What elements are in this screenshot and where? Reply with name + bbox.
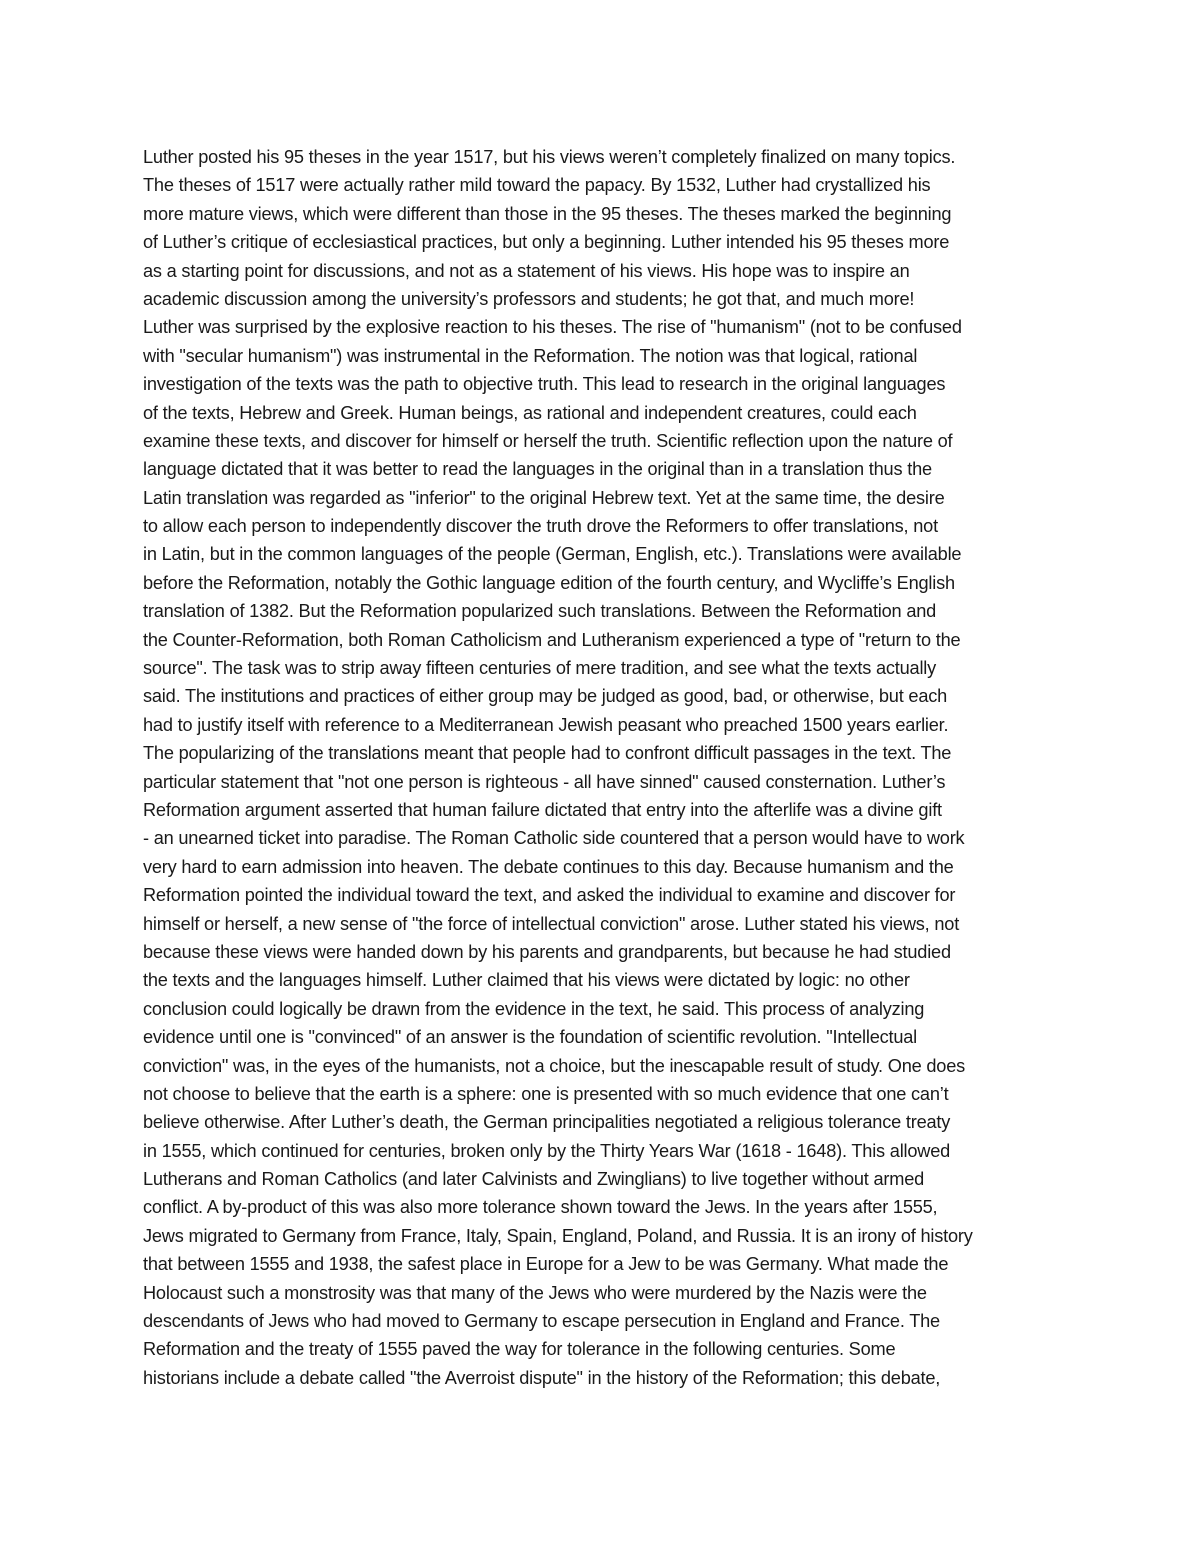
text-line: descendants of Jews who had moved to Germany to escape persecution in England and France. The <box>143 1311 940 1332</box>
text-line: with "secular humanism") was instrumental in the Reformation. The notion was that logical, rational <box>143 345 918 366</box>
text-line: Latin translation was regarded as "inferior" to the original Hebrew text. Yet at the same time, the desire <box>143 487 945 508</box>
text-line: particular statement that "not one person is righteous - all have sinned" caused consternation. Luther’s <box>143 771 946 792</box>
text-line: not choose to believe that the earth is a sphere: one is presented with so much evidence that one can’t <box>143 1083 949 1104</box>
text-line: The theses of 1517 were actually rather mild toward the papacy. By 1532, Luther had crystallized his <box>143 175 931 196</box>
text-line: the Counter-Reformation, both Roman Catholicism and Lutheranism experienced a type of "return to the <box>143 629 961 650</box>
text-line: himself or herself, a new sense of "the force of intellectual conviction" arose. Luther stated his views, not <box>143 913 960 934</box>
text-line: as a starting point for discussions, and not as a statement of his views. His hope was to inspire an <box>143 260 910 281</box>
text-line: before the Reformation, notably the Gothic language edition of the fourth century, and Wycliffe’s English <box>143 572 955 593</box>
text-line: historians include a debate called "the Averroist dispute" in the history of the Reformation; this debate, <box>143 1367 941 1388</box>
text-line: Reformation pointed the individual toward the text, and asked the individual to examine and discover for <box>143 885 956 906</box>
text-line: - an unearned ticket into paradise. The Roman Catholic side countered that a person would have to work <box>143 828 965 849</box>
text-line: translation of 1382. But the Reformation popularized such translations. Between the Reformation and <box>143 601 937 622</box>
text-line: examine these texts, and discover for himself or herself the truth. Scientific reflection upon the nature of <box>143 430 953 451</box>
text-line: Reformation argument asserted that human failure dictated that entry into the afterlife was a divine gift <box>143 799 942 820</box>
text-line: evidence until one is "convinced" of an answer is the foundation of scientific revolution. "Intellectual <box>143 1027 918 1048</box>
text-line: in Latin, but in the common languages of the people (German, English, etc.). Translations were available <box>143 544 962 565</box>
text-line: Luther posted his 95 theses in the year 1517, but his views weren’t completely finalized on many topics. <box>143 147 956 167</box>
text-line: Holocaust such a monstrosity was that many of the Jews who were murdered by the Nazis were the <box>143 1282 927 1303</box>
text-line: academic discussion among the university’s professors and students; he got that, and much more! <box>143 288 915 309</box>
text-line: the texts and the languages himself. Luther claimed that his views were dictated by logic: no other <box>143 970 910 991</box>
text-line: to allow each person to independently discover the truth drove the Reformers to offer translations, not <box>143 516 938 537</box>
text-line: of Luther’s critique of ecclesiastical practices, but only a beginning. Luther intended his 95 theses more <box>143 232 950 253</box>
text-line: conclusion could logically be drawn from the evidence in the text, he said. This process of analyzing <box>143 998 925 1019</box>
text-line: because these views were handed down by his parents and grandparents, but because he had studied <box>143 941 951 962</box>
text-line: conviction" was, in the eyes of the humanists, not a choice, but the inescapable result of study. One does <box>143 1055 966 1076</box>
text-line: investigation of the texts was the path to objective truth. This lead to research in the original languages <box>143 374 946 395</box>
text-line: source". The task was to strip away fifteen centuries of mere tradition, and see what the texts actually <box>143 658 937 679</box>
text-line: conflict. A by-product of this was also more tolerance shown toward the Jews. In the years after 1555, <box>143 1197 938 1218</box>
text-line: The popularizing of the translations meant that people had to confront difficult passages in the text. The <box>143 743 952 764</box>
text-line: Lutherans and Roman Catholics (and later Calvinists and Zwinglians) to live together without armed <box>143 1169 925 1190</box>
text-line: language dictated that it was better to read the languages in the original than in a translation thus the <box>143 459 932 480</box>
text-line: said. The institutions and practices of either group may be judged as good, bad, or otherwise, but each <box>143 686 948 707</box>
body-text <box>143 143 1073 1392</box>
text-line: Reformation and the treaty of 1555 paved the way for tolerance in the following centuries. Some <box>143 1339 896 1360</box>
text-line: more mature views, which were different than those in the 95 theses. The theses marked the beginning <box>143 203 952 224</box>
text-line: had to justify itself with reference to a Mediterranean Jewish peasant who preached 1500 years earlier. <box>143 714 949 735</box>
text-line: believe otherwise. After Luther’s death, the German principalities negotiated a religious tolerance treaty <box>143 1112 951 1133</box>
text-line: in 1555, which continued for centuries, broken only by the Thirty Years War (1618 - 1648). This allowed <box>143 1140 951 1161</box>
text-line: very hard to earn admission into heaven. The debate continues to this day. Because humanism and the <box>143 856 954 877</box>
text-line: Luther was surprised by the explosive reaction to his theses. The rise of "humanism" (not to be confused <box>143 317 962 338</box>
text-line: that between 1555 and 1938, the safest place in Europe for a Jew to be was Germany. What made the <box>143 1254 949 1275</box>
text-line: Jews migrated to Germany from France, Italy, Spain, England, Poland, and Russia. It is an irony of history <box>143 1225 973 1246</box>
text-line: of the texts, Hebrew and Greek. Human beings, as rational and independent creatures, could each <box>143 402 917 423</box>
